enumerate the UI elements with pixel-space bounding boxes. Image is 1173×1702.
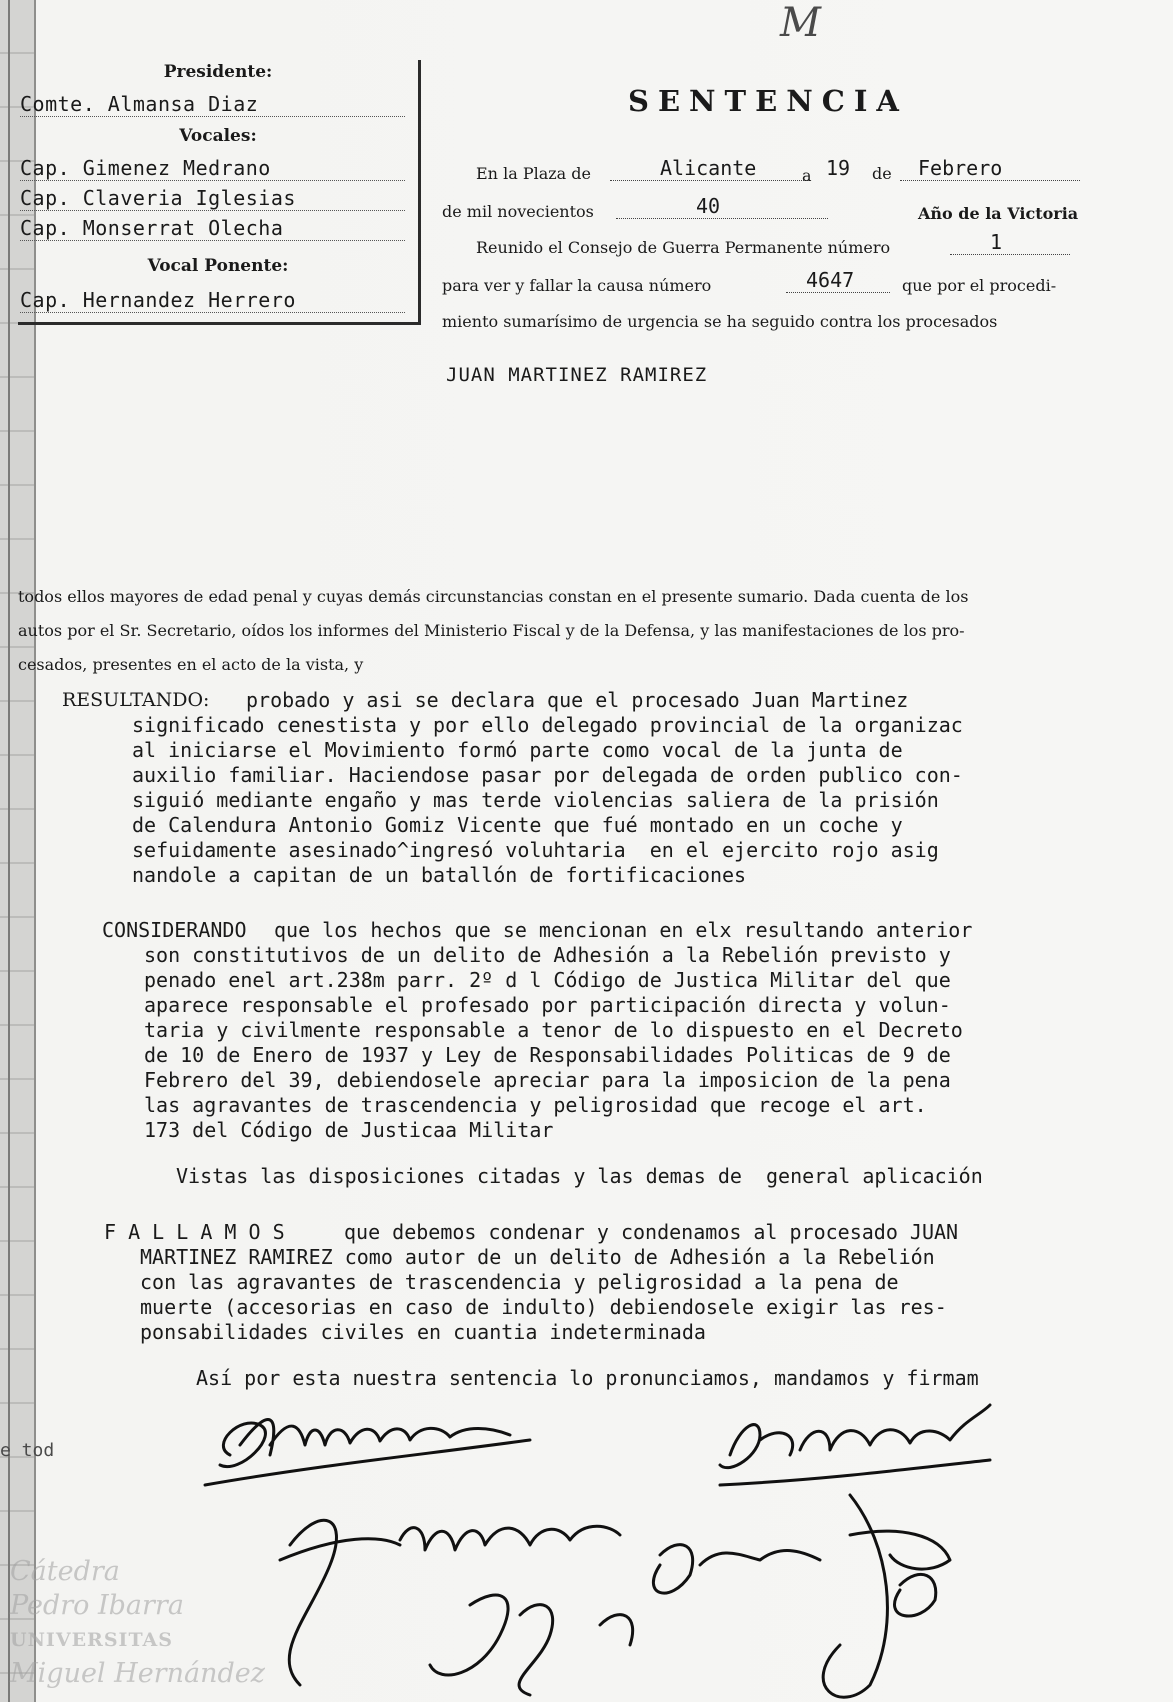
signatures [200,1385,1100,1702]
margin-scribble: M [780,0,821,46]
intro-line: todos ellos mayores de edad penal y cuyas demás circunstancias constan en el presente sumario. Dada cuenta de los [18,587,969,606]
year-prefix: de mil novecientos [442,202,594,221]
signature-vocal-monserrat [720,1405,990,1485]
vocales-label: Vocales: [179,126,257,146]
considerando-line: Febrero del 39, debiendosele apreciar para la imposicion de la pena [144,1068,951,1092]
causa-suffix: que por el procedi- [902,276,1057,295]
procedure-line: miento sumarísimo de urgencia se ha seguido contra los procesados [442,312,998,331]
closing-line: Así por esta nuestra sentencia lo pronunciamos, mandamos y firmam [196,1366,979,1390]
signature-president [205,1420,530,1485]
year-value: 40 [696,194,721,218]
considerando-line: que los hechos que se mencionan en elx resultando anterior [274,918,973,942]
consejo-number: 1 [990,230,1003,254]
watermark-line: Pedro Ibarra [10,1590,184,1621]
considerando-line: las agravantes de trascendencia y peligrosidad que recoge el art. [144,1093,927,1117]
causa-prefix: para ver y fallar la causa número [442,276,712,295]
watermark-line: Cátedra [10,1556,120,1587]
president-label: Presidente: [163,62,273,82]
considerando-line: penado enel art.238m parr. 2º d l Código de Justica Militar del que [144,968,951,992]
resultando-line: siguió mediante engaño y mas terde violencias saliera de la prisión [132,788,939,812]
vocal-3: Cap. Monserrat Olecha [20,216,405,241]
resultando-line: al iniciarse el Movimiento formó parte como vocal de la junta de [132,738,903,762]
watermark-line: Miguel Hernández [10,1658,265,1689]
resultando-line: de Calendura Antonio Gomiz Vicente que fué montado en un coche y [132,813,903,837]
ponente-name: Cap. Hernandez Herrero [20,288,405,313]
day-value: 19 [826,156,851,180]
plaza-prefix: En la Plaza de [476,164,591,183]
intro-paragraph [18,580,1098,682]
archive-watermark [10,1555,265,1691]
document-title: SENTENCIA [628,84,908,118]
intro-line: cesados, presentes en el acto de la vista, y [18,655,364,674]
fallamos-line: que debemos condenar y condenamos al procesado JUAN [344,1220,959,1244]
signature-vocal-claveria [653,1495,950,1697]
month-value: Febrero [918,156,1003,180]
intro-line: autos por el Sr. Secretario, oídos los informes del Ministerio Fiscal y de la Defensa, y las manifestaciones de los pro- [18,621,965,640]
causa-number: 4647 [806,268,855,292]
watermark-line: UNIVERSITAS [10,1629,174,1651]
fallamos-label: F A L L A M O S [104,1220,285,1244]
vistas-line: Vistas las disposiciones citadas y las demas de general aplicación [176,1164,983,1188]
resultando-line: nandole a capitan de un batallón de fortificaciones [132,863,747,887]
accused-name: JUAN MARTINEZ RAMIREZ [446,364,708,386]
president-name: Comte. Almansa Diaz [20,92,405,117]
resultando-line: probado y asi se declara que el procesado Juan Martinez [246,688,909,712]
signature-ponente [430,1595,633,1695]
plaza-value: Alicante [660,156,757,180]
margin-fragment: e tod [0,1440,55,1461]
fallamos-line: muerte (accesorias en caso de indulto) debiendosele exigir las res- [140,1295,947,1319]
tribunal-box [18,60,421,325]
fallamos-line: MARTINEZ RAMIREZ como autor de un delito de Adhesión a la Rebelión [140,1245,935,1269]
consejo-text: Reunido el Consejo de Guerra Permanente número [476,238,891,257]
year-suffix: Año de la Victoria [918,204,1079,223]
vocal-1: Cap. Gimenez Medrano [20,156,405,181]
vocal-2: Cap. Claveria Iglesias [20,186,405,211]
considerando-line: 173 del Código de Justicaa Militar [144,1118,554,1142]
resultando-line: significado cenestista y por ello delegado provincial de la organizac [132,713,963,737]
considerando-line: aparece responsable el profesado por participación directa y volun- [144,993,951,1017]
considerando-line: taria y civilmente responsable a tenor de lo dispuesto en el Decreto [144,1018,963,1042]
fallamos-line: ponsabilidades civiles en cuantia indeterminada [140,1320,706,1344]
considerando-line: son constitutivos de un delito de Adhesión a la Rebelión previsto y [144,943,951,967]
resultando-label: RESULTANDO: [62,689,210,711]
plaza-a: a [802,166,812,185]
fallamos-line: con las agravantes de trascendencia y peligrosidad a la pena de [140,1270,899,1294]
ponente-label: Vocal Ponente: [147,256,289,276]
considerando-line: de 10 de Enero de 1937 y Ley de Responsabilidades Politicas de 9 de [144,1043,951,1067]
considerando-label: CONSIDERANDO [102,918,247,942]
day-de: de [872,164,892,183]
signature-vocal-gimenez [280,1520,620,1685]
resultando-line: sefuidamente asesinado^ingresó voluhtaria en el ejercito rojo asig [132,838,939,862]
resultando-line: auxilio familiar. Haciendose pasar por delegada de orden publico con- [132,763,963,787]
